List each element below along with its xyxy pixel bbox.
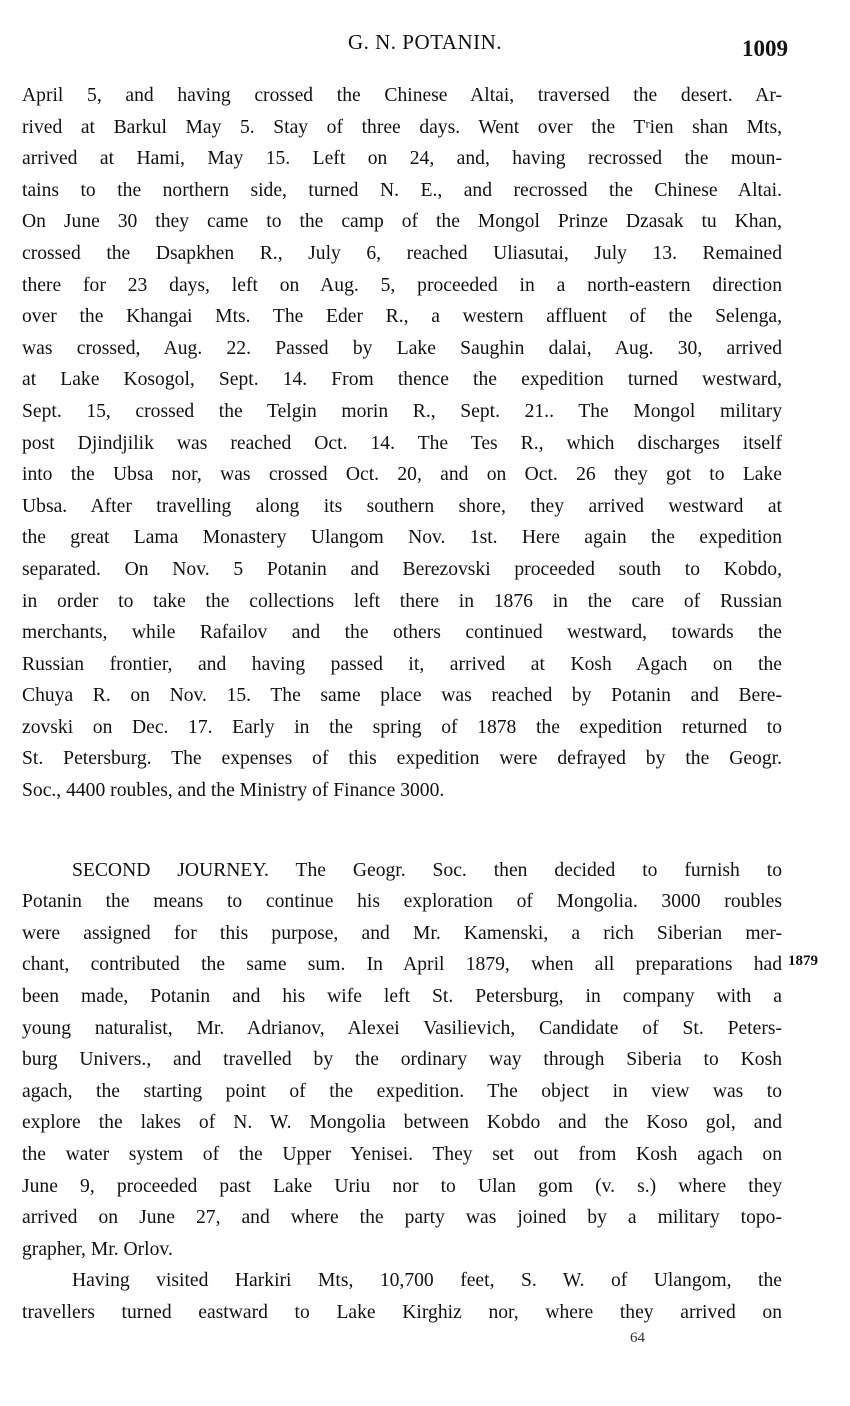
text-line: April 5, and having crossed the Chinese Altai, traversed the desert. Ar- bbox=[22, 85, 782, 106]
text-line: Ubsa. After travelling along its southern shore, they arrived westward at bbox=[22, 495, 782, 517]
text-line: the great Lama Monastery Ulangom Nov. 1st. Here again the expedition bbox=[22, 527, 782, 549]
text-line: crossed the Dsapkhen R., July 6, reached Uliasutai, July 13. Remained bbox=[22, 242, 782, 264]
text-line: zovski on Dec. 17. Early in the spring of 1878 the expedition returned to bbox=[22, 716, 782, 738]
text-line: burg Univers., and travelled by the ordinary way through Siberia to Kosh bbox=[22, 1049, 782, 1071]
text-line: grapher, Mr. Orlov. bbox=[22, 1238, 173, 1260]
text-line: merchants, while Rafailov and the others continued westward, towards the bbox=[22, 622, 782, 644]
text-line: been made, Potanin and his wife left St. Petersburg, in company with a bbox=[22, 986, 782, 1008]
text-line: SECOND JOURNEY. The Geogr. Soc. then decided to furnish to bbox=[72, 859, 782, 881]
text-line: Potanin the means to continue his exploration of Mongolia. 3000 roubles bbox=[22, 891, 782, 913]
text-line: arrived at Hami, May 15. Left on 24, and, having recrossed the moun- bbox=[22, 148, 782, 170]
text-line: On June 30 they came to the camp of the Mongol Prinze Dzasak tu Khan, bbox=[22, 211, 782, 233]
text-line: agach, the starting point of the expedition. The object in view was to bbox=[22, 1080, 782, 1102]
page-number: 1009 bbox=[742, 36, 788, 61]
body-text bbox=[22, 80, 782, 1329]
text-line: chant, contributed the same sum. In April 1879, when all preparations had bbox=[22, 954, 782, 976]
running-head: G. N. POTANIN. bbox=[347, 30, 503, 54]
text-line: St. Petersburg. The expenses of this expedition were defrayed by the Geogr. bbox=[22, 748, 782, 770]
text-line: in order to take the collections left there in 1876 in the care of Russian bbox=[22, 590, 782, 612]
text-line: rived at Barkul May 5. Stay of three days. Went over the Tʳien shan Mts, bbox=[22, 116, 782, 138]
text-line: over the Khangai Mts. The Eder R., a western affluent of the Selenga, bbox=[22, 306, 782, 328]
text-line: arrived on June 27, and where the party was joined by a military topo- bbox=[22, 1207, 782, 1229]
text-line: were assigned for this purpose, and Mr. Kamenski, a rich Siberian mer- bbox=[22, 922, 782, 944]
paragraph-3 bbox=[22, 1265, 782, 1328]
page-header bbox=[0, 28, 850, 68]
text-line: tains to the northern side, turned N. E., and recrossed the Chinese Altai. bbox=[22, 179, 782, 201]
text-line: there for 23 days, left on Aug. 5, proceeded in a north-eastern direction bbox=[22, 274, 782, 296]
text-line: the water system of the Upper Yenisei. They set out from Kosh agach on bbox=[22, 1144, 782, 1165]
text-line: separated. On Nov. 5 Potanin and Berezovski proceeded south to Kobdo, bbox=[22, 558, 782, 580]
text-line: Sept. 15, crossed the Telgin morin R., Sept. 21.. The Mongol military bbox=[22, 400, 782, 422]
margin-year-note: 1879 bbox=[788, 953, 818, 969]
paragraph-gap bbox=[22, 807, 782, 855]
paragraph-2 bbox=[22, 855, 782, 1266]
paragraph-1 bbox=[22, 80, 782, 807]
text-line: Soc., 4400 roubles, and the Ministry of Finance 3000. bbox=[22, 780, 445, 802]
text-line: post Djindjilik was reached Oct. 14. The Tes R., which discharges itself bbox=[22, 432, 782, 454]
text-line: June 9, proceeded past Lake Uriu nor to Ulan gom (v. s.) where they bbox=[22, 1175, 782, 1197]
text-line: explore the lakes of N. W. Mongolia between Kobdo and the Koso gol, and bbox=[22, 1112, 782, 1134]
text-line: travellers turned eastward to Lake Kirghiz nor, where they arrived on bbox=[22, 1301, 782, 1323]
text-line: Having visited Harkiri Mts, 10,700 feet, S. W. of Ulangom, the bbox=[72, 1270, 782, 1292]
text-line: Chuya R. on Nov. 15. The same place was reached by Potanin and Bere- bbox=[22, 685, 782, 707]
signature-mark: 64 bbox=[630, 1330, 645, 1346]
text-line: was crossed, Aug. 22. Passed by Lake Saughin dalai, Aug. 30, arrived bbox=[22, 337, 782, 359]
text-line: into the Ubsa nor, was crossed Oct. 20, and on Oct. 26 they got to Lake bbox=[22, 464, 782, 486]
text-line: young naturalist, Mr. Adrianov, Alexei Vasilievich, Candidate of St. Peters- bbox=[22, 1017, 782, 1039]
text-line: at Lake Kosogol, Sept. 14. From thence the expedition turned westward, bbox=[22, 369, 782, 391]
text-line: Russian frontier, and having passed it, arrived at Kosh Agach on the bbox=[22, 653, 782, 675]
